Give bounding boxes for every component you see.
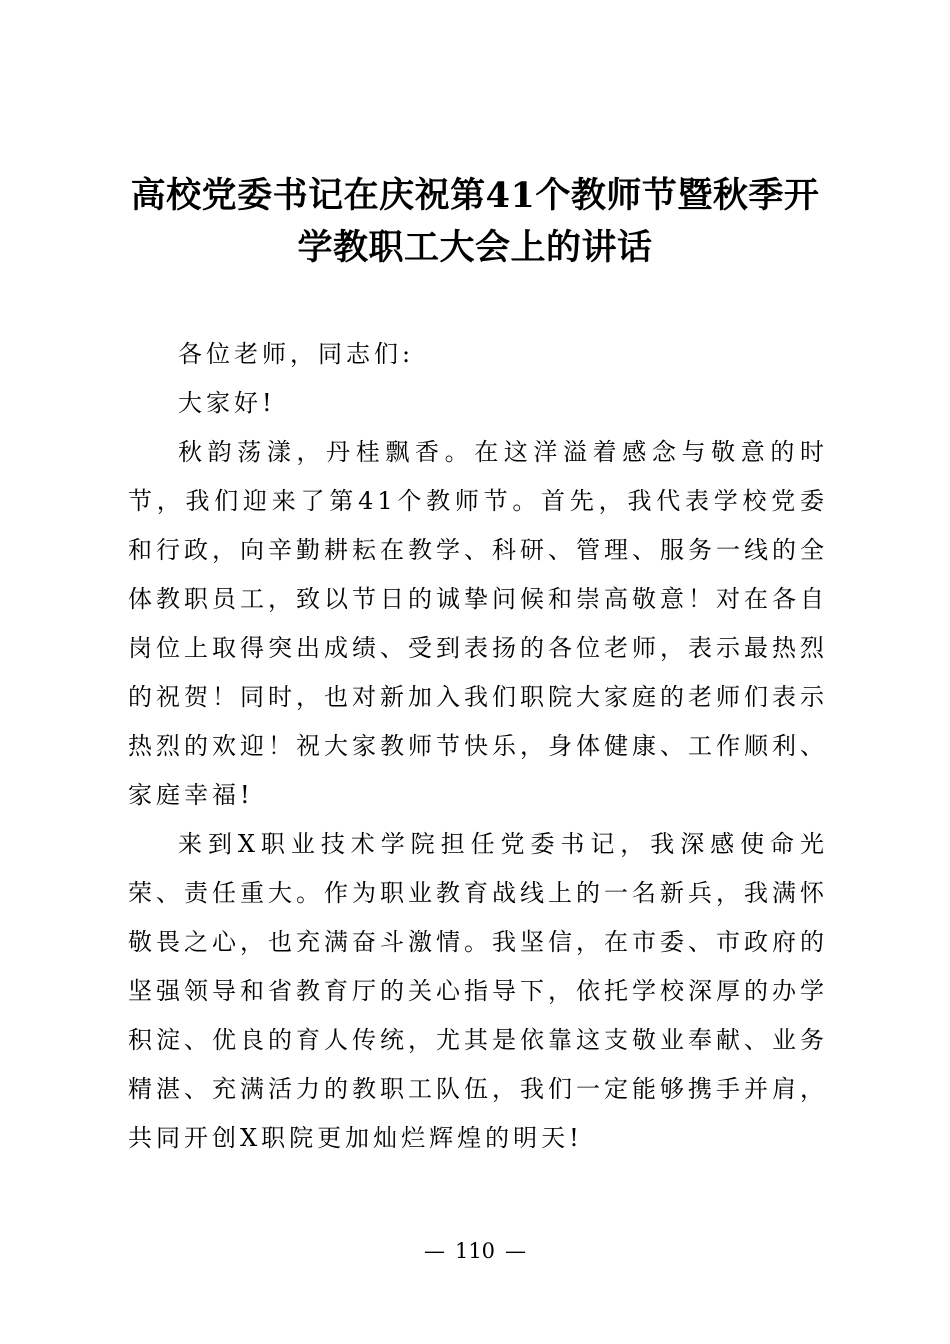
salutation: 各位老师，同志们:	[178, 340, 415, 368]
document-body	[128, 330, 828, 1163]
paragraph-2: 来到X职业技术学院担任党委书记，我深感使命光荣、责任重大。作为职业教育战线上的一名新兵，我满怀敬畏之心，也充满奋斗激情。我坚信，在市委、市政府的坚强领导和省教育厅的关心指导下，依托学校深厚的办学积淀、优良的育人传统，尤其是依靠这支敬业奉献、业务精湛、充满活力的教职工队伍，我们一定能够携手并肩，共同开创X职院更加灿烂辉煌的明天!	[128, 830, 828, 1152]
page-number: 110	[454, 1239, 496, 1263]
document-title	[110, 170, 840, 274]
footer-dash-right: —	[505, 1239, 527, 1263]
title-line-1: 高校党委书记在庆祝第41个教师节暨秋季开	[130, 175, 820, 216]
greeting: 大家好!	[178, 389, 276, 417]
footer-dash-left: —	[423, 1239, 445, 1263]
page-footer	[0, 1236, 950, 1266]
paragraph-1: 秋韵荡漾，丹桂飘香。在这洋溢着感念与敬意的时节，我们迎来了第41个教师节。首先，我代表学校党委和行政，向辛勤耕耘在教学、科研、管理、服务一线的全体教职员工，致以节日的诚挚问候和崇高敬意！对在各自岗位上取得突出成绩、受到表扬的各位老师，表示最热烈的祝贺！同时，也对新加入我们职院大家庭的老师们表示热烈的欢迎！祝大家教师节快乐，身体健康、工作顺利、家庭幸福!	[128, 438, 828, 809]
title-line-2: 学教职工大会上的讲话	[297, 227, 653, 268]
